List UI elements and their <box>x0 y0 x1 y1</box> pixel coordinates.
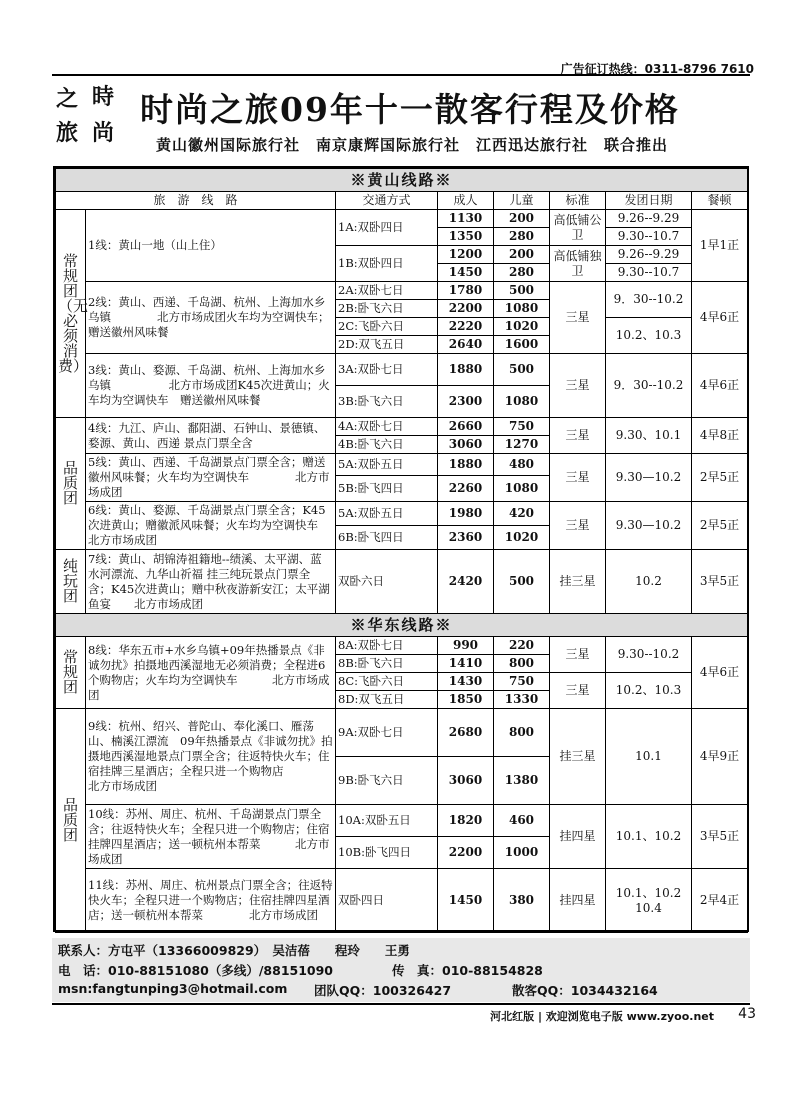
child-price: 800 <box>494 655 550 673</box>
child-price: 1380 <box>494 757 550 805</box>
date-cell: 10.2、10.3 <box>606 318 692 354</box>
standard-cell: 挂三星 <box>550 709 606 805</box>
date-cell: 9.26--9.29 <box>606 210 692 228</box>
date-cell: 9.30--10.2 <box>606 637 692 673</box>
adult-price: 2260 <box>438 476 494 502</box>
header-meals: 餐顿 <box>692 192 748 210</box>
child-price: 220 <box>494 637 550 655</box>
route-description: 1线：黄山一地（山上住） <box>86 210 336 282</box>
date-cell: 10.1 <box>606 709 692 805</box>
date-cell: 9.30—10.2 <box>606 454 692 502</box>
transport-cell: 10B:卧飞四日 <box>336 837 438 869</box>
route-description: 9线：杭州、绍兴、普陀山、奉化溪口、雁荡山、楠溪江漂流 09年热播景点《非诚勿扰》拍摄地西溪湿地景点门票全含；往返特快火车；住宿挂牌三星酒店；全程只进一个购物店 北方市场成团 <box>86 709 336 805</box>
standard-cell: 挂四星 <box>550 805 606 869</box>
meals-cell: 4早9正 <box>692 709 748 805</box>
header-child: 儿童 <box>494 192 550 210</box>
transport-cell: 3B:卧飞六日 <box>336 386 438 418</box>
transport-cell: 1A:双卧四日 <box>336 210 438 246</box>
table-row <box>56 354 748 386</box>
route-description: 11线：苏州、周庄、杭州景点门票全含；往返特快火车；全程只进一个购物店；住宿挂牌四星酒店；送一顿杭州本帮菜 北方市场成团 <box>86 869 336 933</box>
date-cell: 10.2 <box>606 550 692 614</box>
route-description: 5线：黄山、西递、千岛湖景点门票全含；赠送徽州风味餐；火车均为空调快车 北方市场成团 <box>86 454 336 502</box>
adult-price: 3060 <box>438 436 494 454</box>
adult-price: 990 <box>438 637 494 655</box>
meals-cell: 2早5正 <box>692 454 748 502</box>
child-price: 500 <box>494 354 550 386</box>
transport-cell: 6B:卧飞四日 <box>336 526 438 550</box>
route-description: 7线：黄山、胡锦涛祖籍地--绩溪、太平湖、蓝水河漂流、九华山祈福 挂三纯玩景点门票全含；K45次进黄山；赠中秋夜游新安江；太平湖鱼宴 北方市场成团 <box>86 550 336 614</box>
child-price: 480 <box>494 454 550 476</box>
child-price: 500 <box>494 550 550 614</box>
meals-cell: 2早5正 <box>692 502 748 550</box>
adult-price: 1880 <box>438 354 494 386</box>
standard-cell: 三星 <box>550 454 606 502</box>
adult-price: 2300 <box>438 386 494 418</box>
child-price: 420 <box>494 502 550 526</box>
adult-price: 1430 <box>438 673 494 691</box>
logo-char: 旅 <box>56 120 79 146</box>
transport-cell: 5A:双卧五日 <box>336 454 438 476</box>
transport-cell: 1B:双卧四日 <box>336 246 438 282</box>
header-route: 旅 游 线 路 <box>56 192 336 210</box>
page-title: 时尚之旅09年十一散客行程及价格 <box>140 90 680 129</box>
meals-cell: 4早6正 <box>692 282 748 354</box>
table-row <box>56 869 748 933</box>
logo <box>56 82 132 156</box>
table-row <box>56 210 748 228</box>
adult-price: 2220 <box>438 318 494 336</box>
adult-price: 1820 <box>438 805 494 837</box>
child-price: 1600 <box>494 336 550 354</box>
child-price: 200 <box>494 246 550 264</box>
route-description: 3线：黄山、婺源、千岛湖、杭州、上海加水乡乌镇 北方市场成团K45次进黄山；火车均为空调快车 赠送徽州风味餐 <box>86 354 336 418</box>
transport-cell: 8A:双卧七日 <box>336 637 438 655</box>
adult-price: 2200 <box>438 300 494 318</box>
child-price: 280 <box>494 264 550 282</box>
table-row <box>56 709 748 757</box>
child-price: 1270 <box>494 436 550 454</box>
table-row <box>56 550 748 614</box>
transport-cell: 8D:双飞五日 <box>336 691 438 709</box>
adult-price: 1200 <box>438 246 494 264</box>
date-cell <box>606 869 692 933</box>
standard-cell: 高低铺公卫 <box>550 210 606 246</box>
transport-cell: 8C:飞卧六日 <box>336 673 438 691</box>
contact-footer <box>52 938 750 1002</box>
adult-price: 1450 <box>438 869 494 933</box>
transport-cell: 8B:卧飞六日 <box>336 655 438 673</box>
page-subtitle: 黄山徽州国际旅行社 南京康辉国际旅行社 江西迅达旅行社 联合推出 <box>156 136 669 154</box>
group-label: 常规团 <box>56 637 86 709</box>
header-standard: 标准 <box>550 192 606 210</box>
standard-cell: 三星 <box>550 282 606 354</box>
adult-price: 1850 <box>438 691 494 709</box>
date-cell: 10.2、10.3 <box>606 673 692 709</box>
fax: 传 真：010-88154828 <box>392 963 543 978</box>
meals-cell: 1早1正 <box>692 210 748 282</box>
child-price: 1080 <box>494 300 550 318</box>
top-rule <box>52 74 750 76</box>
date-cell: 10.1、10.2 <box>606 805 692 869</box>
meals-cell: 2早4正 <box>692 869 748 933</box>
adult-price: 1410 <box>438 655 494 673</box>
child-price: 460 <box>494 805 550 837</box>
adult-price: 2640 <box>438 336 494 354</box>
transport-cell: 9A:双卧七日 <box>336 709 438 757</box>
logo-char: 之 <box>56 86 79 112</box>
date-cell: 9.30--10.7 <box>606 264 692 282</box>
child-price: 1330 <box>494 691 550 709</box>
bottom-rule <box>52 1003 750 1005</box>
adult-price: 1350 <box>438 228 494 246</box>
transport-cell: 2D:双飞五日 <box>336 336 438 354</box>
date-line: 10.1、10.2 <box>615 885 682 900</box>
phone: 电 话：010-88151080（多线）/88151090 <box>58 963 334 978</box>
standard-cell: 挂四星 <box>550 869 606 933</box>
transport-cell: 4B:卧飞六日 <box>336 436 438 454</box>
table-row <box>56 418 748 436</box>
adult-price: 2680 <box>438 709 494 757</box>
child-price: 280 <box>494 228 550 246</box>
group-label: 常规团（无必须消费） <box>56 210 86 418</box>
standard-cell: 三星 <box>550 502 606 550</box>
route-description: 2线：黄山、西递、千岛湖、杭州、上海加水乡乌镇 北方市场成团火车均为空调快车；赠送徽州风味餐 <box>86 282 336 354</box>
contacts: 联系人：方屯平（13366009829） 吴洁蓓 程玲 王勇 <box>58 943 410 958</box>
adult-price: 2360 <box>438 526 494 550</box>
child-price: 1020 <box>494 526 550 550</box>
header-adult: 成人 <box>438 192 494 210</box>
table-row <box>56 454 748 476</box>
date-cell: 9．30--10.2 <box>606 354 692 418</box>
child-price: 500 <box>494 282 550 300</box>
header-transport: 交通方式 <box>336 192 438 210</box>
date-cell: 9．30--10.2 <box>606 282 692 318</box>
section-header-huadong: ※华东线路※ <box>56 614 748 637</box>
transport-cell: 5B:卧飞四日 <box>336 476 438 502</box>
msn-link[interactable]: msn:fangtunping3@hotmail.com <box>58 981 288 996</box>
meals-cell: 4早8正 <box>692 418 748 454</box>
child-price: 200 <box>494 210 550 228</box>
table-row <box>56 502 748 526</box>
standard-cell: 高低铺独卫 <box>550 246 606 282</box>
team-qq: 团队QQ：100326427 <box>314 983 452 998</box>
child-price: 1020 <box>494 318 550 336</box>
transport-cell: 2B:卧飞六日 <box>336 300 438 318</box>
child-price: 1000 <box>494 837 550 869</box>
table-row <box>56 805 748 837</box>
transport-cell: 双卧四日 <box>336 869 438 933</box>
meals-cell: 3早5正 <box>692 550 748 614</box>
group-label: 品质团 <box>56 418 86 550</box>
meals-cell: 4早6正 <box>692 354 748 418</box>
meals-cell: 4早6正 <box>692 637 748 709</box>
table-row <box>56 637 748 655</box>
child-price: 380 <box>494 869 550 933</box>
itinerary-board <box>53 166 749 932</box>
publication-line: 河北红版 | 欢迎浏览电子版 www.zyoo.net <box>490 1010 714 1023</box>
table-row <box>56 282 748 300</box>
standard-cell: 三星 <box>550 637 606 673</box>
transport-cell: 3A:双卧七日 <box>336 354 438 386</box>
adult-price: 1880 <box>438 454 494 476</box>
date-cell: 9.30、10.1 <box>606 418 692 454</box>
header-dates: 发团日期 <box>606 192 692 210</box>
section-header-huangshan: ※黄山线路※ <box>56 169 748 192</box>
transport-cell: 5A:双卧五日 <box>336 502 438 526</box>
page-number: 43 <box>738 1006 756 1022</box>
route-description: 8线：华东五市+水乡乌镇+09年热播景点《非诚勿扰》拍摄地西溪湿地无必须消费；全程进6个购物店；火车均为空调快车 北方市场成团 <box>86 637 336 709</box>
itinerary-table <box>55 168 748 933</box>
adult-price: 1450 <box>438 264 494 282</box>
child-price: 1080 <box>494 386 550 418</box>
route-description: 10线：苏州、周庄、杭州、千岛湖景点门票全含；往返特快火车；全程只进一个购物店；住宿挂牌四星酒店；送一顿杭州本帮菜 北方市场成团 <box>86 805 336 869</box>
date-cell: 9.30--10.7 <box>606 228 692 246</box>
transport-cell: 双卧六日 <box>336 550 438 614</box>
date-cell: 9.26--9.29 <box>606 246 692 264</box>
advertising-hotline: 广告征订热线：0311-8796 7610 <box>560 62 754 76</box>
child-price: 1080 <box>494 476 550 502</box>
standard-cell: 挂三星 <box>550 550 606 614</box>
route-description: 4线：九江、庐山、鄱阳湖、石钟山、景德镇、婺源、黄山、西递 景点门票全含 <box>86 418 336 454</box>
route-description: 6线：黄山、婺源、千岛湖景点门票全含；K45次进黄山；赠徽派风味餐；火车均为空调快车 北方市场成团 <box>86 502 336 550</box>
transport-cell: 2C:飞卧六日 <box>336 318 438 336</box>
adult-price: 1130 <box>438 210 494 228</box>
transport-cell: 9B:卧飞六日 <box>336 757 438 805</box>
adult-price: 3060 <box>438 757 494 805</box>
date-cell: 9.30—10.2 <box>606 502 692 550</box>
meals-cell: 3早5正 <box>692 805 748 869</box>
adult-price: 1980 <box>438 502 494 526</box>
standard-cell: 三星 <box>550 418 606 454</box>
individual-qq: 散客QQ：1034432164 <box>512 983 658 998</box>
group-label: 品质团 <box>56 709 86 933</box>
child-price: 750 <box>494 673 550 691</box>
date-line: 10.4 <box>635 900 662 915</box>
logo-char: 尚 <box>92 120 115 146</box>
table-header-row <box>56 192 748 210</box>
child-price: 800 <box>494 709 550 757</box>
adult-price: 1780 <box>438 282 494 300</box>
adult-price: 2420 <box>438 550 494 614</box>
transport-cell: 10A:双卧五日 <box>336 805 438 837</box>
standard-cell: 三星 <box>550 354 606 418</box>
transport-cell: 2A:双卧七日 <box>336 282 438 300</box>
standard-cell: 三星 <box>550 673 606 709</box>
child-price: 750 <box>494 418 550 436</box>
transport-cell: 4A:双卧七日 <box>336 418 438 436</box>
adult-price: 2200 <box>438 837 494 869</box>
group-label: 纯玩团 <box>56 550 86 614</box>
adult-price: 2660 <box>438 418 494 436</box>
logo-char: 時 <box>92 84 115 110</box>
